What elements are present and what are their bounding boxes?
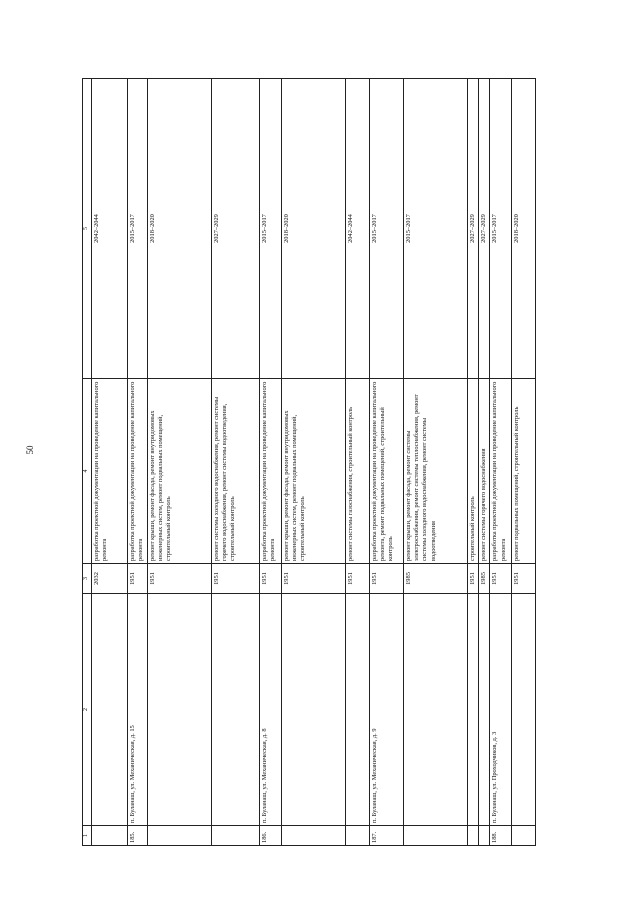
period: 2027–2029	[211, 79, 259, 379]
table-row	[490, 79, 512, 846]
period: 2015–2017	[127, 79, 147, 379]
works: разработка проектной документации на проведение капитального ремонта, ремонт подвальных помещений, строительный контроль	[369, 379, 403, 564]
row-number	[91, 826, 127, 846]
address	[479, 594, 490, 826]
row-number: 187.	[369, 826, 403, 846]
table-row	[467, 79, 478, 846]
works: ремонт крыши, ремонт фасада, ремонт системы электроснабжения, ремонт системы теплоснабжения, ремонт системы холодного водоснабжения, ремонт системы водоотведения	[403, 379, 467, 564]
build-year: 1951	[259, 564, 281, 594]
row-number	[281, 826, 345, 846]
address	[512, 594, 536, 826]
column-number: 3	[83, 564, 92, 594]
table-row	[281, 79, 345, 846]
address: п. Буланаш, ул. Механическая, д. 15	[127, 594, 147, 826]
address	[403, 594, 467, 826]
period: 2018–2020	[281, 79, 345, 379]
works: ремонт крыши, ремонт фасада, ремонт внутридомовых инженерных систем, ремонт подвальных помещений, строительный контроль	[281, 379, 345, 564]
address	[211, 594, 259, 826]
table-row	[211, 79, 259, 846]
build-year: 1951	[369, 564, 403, 594]
works: ремонт подвальных помещений, строительный контроль	[512, 379, 536, 564]
build-year: 1951	[345, 564, 369, 594]
build-year: 1951	[211, 564, 259, 594]
table-row	[127, 79, 147, 846]
period: 2015–2017	[490, 79, 512, 379]
build-year: 1985	[403, 564, 467, 594]
column-number: 5	[83, 79, 92, 379]
build-year: 1951	[281, 564, 345, 594]
works: строительный контроль	[467, 379, 478, 564]
period: 2042–2044	[91, 79, 127, 379]
row-number: 185.	[127, 826, 147, 846]
period: 2018–2020	[512, 79, 536, 379]
row-number	[345, 826, 369, 846]
build-year: 1951	[512, 564, 536, 594]
row-number	[147, 826, 211, 846]
address	[91, 594, 127, 826]
table-row	[403, 79, 467, 846]
address: п. Буланаш, ул. Проходчиков, д. 3	[490, 594, 512, 826]
column-number: 4	[83, 379, 92, 564]
works: ремонт системы горячего водоснабжения	[479, 379, 490, 564]
repair-schedule-table	[82, 78, 536, 846]
table-row	[147, 79, 211, 846]
table-row	[369, 79, 403, 846]
address: п. Буланаш, ул. Механическая, д. 9	[369, 594, 403, 826]
works: ремонт системы газоснабжения, строительный контроль	[345, 379, 369, 564]
address	[147, 594, 211, 826]
build-year: 1951	[490, 564, 512, 594]
row-number	[211, 826, 259, 846]
works: ремонт крыши, ремонт фасада, ремонт внутридомовых инженерных систем, ремонт подвальных помещений, строительный контроль	[147, 379, 211, 564]
table-row	[259, 79, 281, 846]
row-number: 188.	[490, 826, 512, 846]
period: 2027–2029	[467, 79, 478, 379]
table-row	[479, 79, 490, 846]
table-row	[345, 79, 369, 846]
period: 2027–2029	[479, 79, 490, 379]
column-number: 1	[83, 826, 92, 846]
period: 2018–2020	[147, 79, 211, 379]
build-year: 1951	[127, 564, 147, 594]
rotated-table-wrap	[82, 79, 550, 846]
row-number	[403, 826, 467, 846]
works: ремонт системы холодного водоснабжения, ремонт системы горячего водоснабжения, ремонт системы водоотведения, строительный контроль	[211, 379, 259, 564]
works: разработка проектной документации на проведение капитального ремонта	[127, 379, 147, 564]
works: разработка проектной документации на проведение капитального ремонта	[91, 379, 127, 564]
row-number	[467, 826, 478, 846]
address	[467, 594, 478, 826]
period: 2015–2017	[369, 79, 403, 379]
address	[345, 594, 369, 826]
address: п. Буланаш, ул. Механическая, д. 8	[259, 594, 281, 826]
table-row	[512, 79, 536, 846]
period: 2042–2044	[345, 79, 369, 379]
works: разработка проектной документации на проведение капитального ремонта	[490, 379, 512, 564]
page-number: 50	[25, 445, 35, 455]
row-number: 186.	[259, 826, 281, 846]
address	[281, 594, 345, 826]
table-row	[91, 79, 127, 846]
build-year: 1985	[479, 564, 490, 594]
row-number	[512, 826, 536, 846]
period: 2015–2017	[403, 79, 467, 379]
column-number: 2	[83, 594, 92, 826]
column-number-row	[83, 79, 92, 846]
row-number	[479, 826, 490, 846]
works: разработка проектной документации на проведение капитального ремонта	[259, 379, 281, 564]
build-year: 1951	[147, 564, 211, 594]
period: 2015–2017	[259, 79, 281, 379]
build-year: 2032	[91, 564, 127, 594]
build-year: 1951	[467, 564, 478, 594]
